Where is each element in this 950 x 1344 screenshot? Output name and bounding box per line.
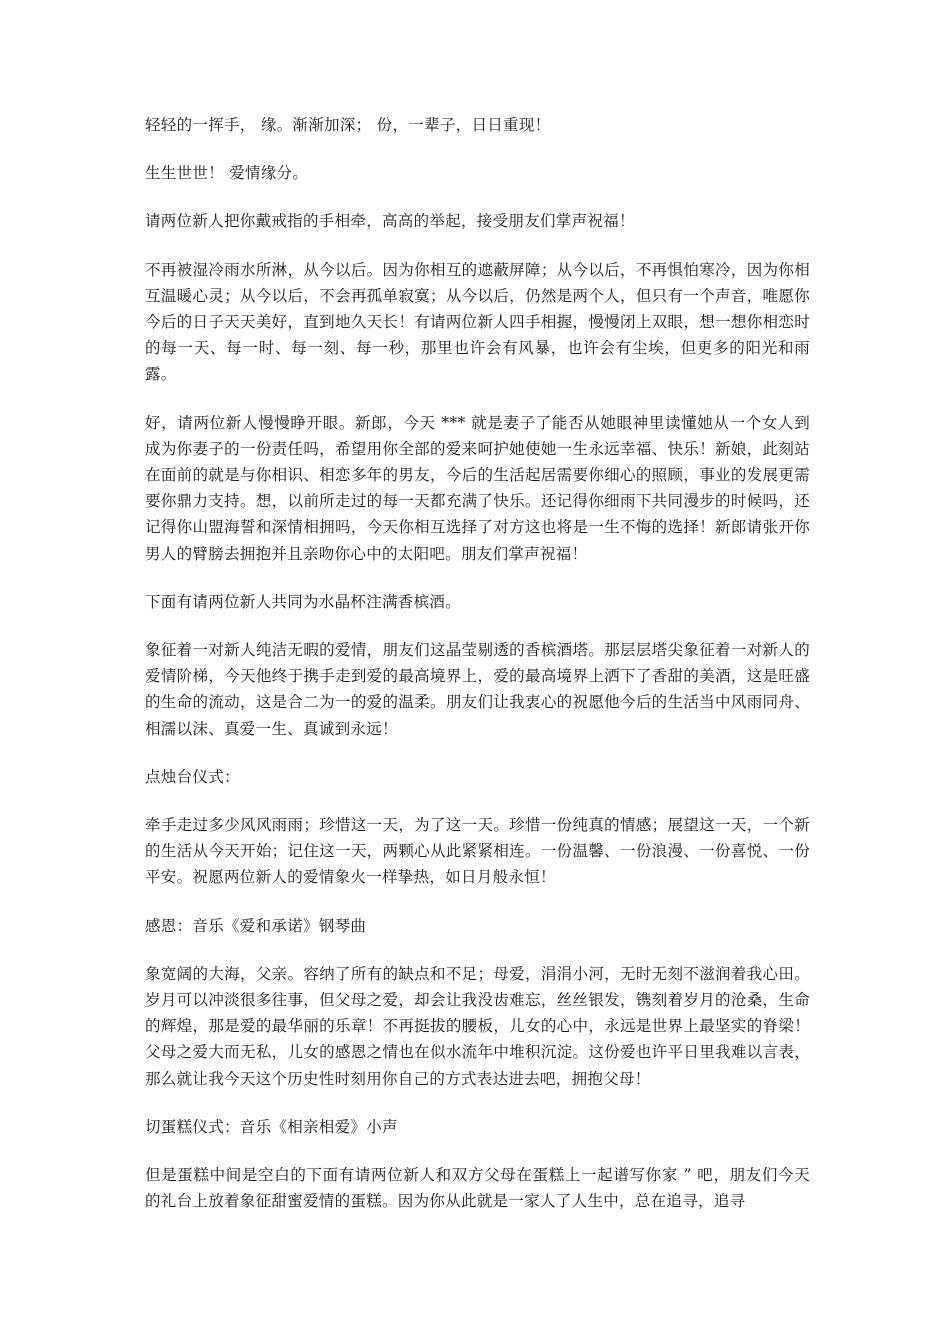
paragraph-4: 不再被湿冷雨水所淋，从今以后。因为你相互的遮蔽屏障；从今以后，不再惧怕寒冷，因为你相互温暖心灵；从今以后，不会再孤单寂寞；从今以后，仍然是两个人，但只有一个声音，唯愿你今后的日子天天美好，直到地久天长！有请两位新人四手相握，慢慢闭上双眼，想一想你相恋时的每一天、每一时、每一刻、每一秒，那里也许会有风暴，也许会有尘埃，但更多的阳光和雨露。 (145, 260, 810, 384)
paragraph-1: 轻轻的一挥手， 缘。渐渐加深； 份，一辈子，日日重现！ (145, 116, 551, 134)
paragraph-7: 象征着一对新人纯洁无暇的爱情，朋友们这晶莹剔透的香槟酒塔。那层层塔尖象征着一对新人的爱情阶梯，今天他终于携手走到爱的最高境界上，爱的最高境界上洒下了香甜的美酒，这是旺盛的生命的流动，这是合二为一的爱的温柔。朋友们让我衷心的祝愿他今后的生活当中风雨同舟、相濡以沫、真爱一生、真诚到永远！ (145, 641, 810, 738)
document-page (145, 112, 810, 1215)
section-heading-candle-ceremony: 点烛台仪式： (145, 767, 240, 786)
paragraph-3: 请两位新人把你戴戒指的手相牵，高高的举起，接受朋友们掌声祝福！ (145, 212, 635, 231)
paragraph-2: 生生世世！ 爱情缘分。 (145, 164, 309, 183)
section-heading-cake-ceremony: 切蛋糕仪式：音乐《相亲相爱》小声 (145, 1117, 398, 1136)
paragraph-5: 好，请两位新人慢慢睁开眼。新郎，今天 *** 就是妻子了能否从她眼神里读懂她从一个女人到成为你妻子的一份责任吗，希望用你全部的爱来呵护她使她一生永远幸福、快乐！新娘，此刻站在面前的就是与你相识、相恋多年的男友，今后的生活起居需要你细心的照顾，事业的发展更需要你鼎力支持。想，以前所走过的每一天都充满了快乐。还记得你细雨下共同漫步的时候吗，还记得你山盟海誓和深情相拥吗，今天你相互选择了对方这也将是一生不悔的选择！新郎请张开你男人的臂膀去拥抱并且亲吻你心中的太阳吧。朋友们掌声祝福！ (145, 413, 810, 563)
section-heading-gratitude: 感恩：音乐《爱和承诺》钢琴曲 (145, 916, 367, 935)
paragraph-13: 但是蛋糕中间是空白的下面有请两位新人和双方父母在蛋糕上一起谱写你家 ” 吧，朋友们今天的礼台上放着象征甜蜜爱情的蛋糕。因为你从此就是一家人了人生中，总在追寻，追寻 (145, 1166, 810, 1211)
paragraph-11: 象宽阔的大海，父亲。容纳了所有的缺点和不足；母爱，涓涓小河，无时无刻不滋润着我心田。岁月可以冲淡很多往事，但父母之爱，却会让我没齿难忘，丝丝银发，镌刻着岁月的沧桑，生命的辉煌，那是爱的最华丽的乐章！不再挺拔的腰板，儿女的心中，永远是世界上最坚实的脊梁！父母之爱大而无私，儿女的感恩之情也在似水流年中堆积沉淀。这份爱也许平日里我难以言表，那么就让我今天这个历史性时刻用你自己的方式表达进去吧，拥抱父母！ (145, 964, 810, 1088)
paragraph-6: 下面有请两位新人共同为水晶杯注满香槟酒。 (145, 592, 462, 611)
paragraph-9: 牵手走过多少风风雨雨；珍惜这一天，为了这一天。珍惜一份纯真的情感；展望这一天，一个新的生活从今天开始；记住这一天，两颗心从此紧紧相连。一份温馨、一份浪漫、一份喜悦、一份平安。祝愿两位新人的爱情象火一样挚热，如日月般永恒！ (145, 816, 810, 887)
